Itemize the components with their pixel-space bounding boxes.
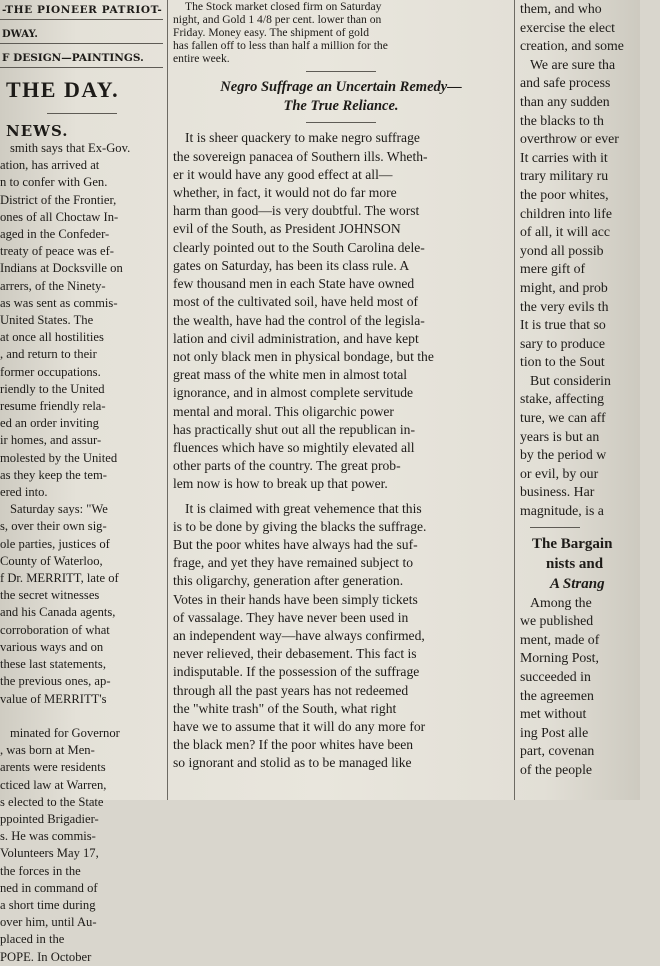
text-line: arrers, of the Ninety- [0, 278, 106, 293]
text-line: other parts of the country. The great prob- [173, 458, 401, 474]
text-line: corroboration of what [0, 622, 110, 637]
text-line: the agreemen [520, 687, 594, 703]
text-line: of all, it will acc [520, 224, 611, 240]
text-line: evil of the South, as President JOHNSON [173, 221, 401, 237]
text-line: mere gift of [520, 261, 586, 277]
text-line: We are sure tha [530, 56, 616, 72]
divider [306, 71, 376, 72]
text-line: the very evils th [520, 298, 609, 314]
text-line: various ways and on [0, 639, 104, 654]
text-line: might, and prob [520, 279, 608, 295]
right-headline-sub2: A Strang [550, 575, 605, 592]
text-line: er it would have any good effect at all— [173, 166, 393, 182]
text-line: has practically shut out all the republican in- [173, 421, 415, 437]
text-line: ing Post alle [520, 724, 589, 740]
section-sub: F DESIGN—PAINTINGS. [2, 52, 144, 64]
center-column [173, 0, 509, 800]
text-line: than any sudden [520, 93, 610, 109]
text-line: District of the Frontier, [0, 192, 117, 207]
text-line: lem now is how to break up that power. [173, 476, 388, 492]
left-article [0, 140, 163, 966]
text-line: overthrow or ever [520, 131, 619, 147]
text-line: over him, until Au- [0, 915, 97, 930]
text-line: these last statements, [0, 657, 106, 672]
text-line: a short time during [0, 897, 96, 912]
text-line: most of the cultivated soil, have held most of [173, 294, 419, 310]
text-line: the secret witnesses [0, 588, 100, 603]
text-line: It carries with it [520, 149, 608, 165]
divider [0, 19, 163, 20]
text-line: Volunteers May 17, [0, 846, 99, 861]
text-line: night, and Gold 1 4/8 per cent. lower than on [173, 13, 382, 27]
text-line: exercise the elect [520, 19, 615, 35]
text-line: years is but an [520, 428, 600, 444]
text-line: has fallen off to less than half a million for the [173, 39, 388, 53]
text-line: n to confer with Gen. [0, 175, 108, 190]
article-paragraph-1 [173, 129, 509, 493]
right-article-2 [520, 594, 660, 780]
text-line: ered into. [0, 485, 48, 500]
column-rule-right [514, 0, 515, 800]
text-line: Morning Post, [520, 650, 599, 666]
text-line: magnitude, is a [520, 503, 604, 519]
text-line: former occupations. [0, 364, 101, 379]
text-line: yond all possib [520, 242, 604, 258]
news-heading: NEWS. [6, 122, 69, 140]
text-line: this oligarchy, generation after generation. [173, 573, 404, 589]
text-line: creation, and some [520, 38, 624, 54]
text-line: ole parties, justices of [0, 536, 110, 551]
text-line: ppointed Brigadier- [0, 811, 99, 826]
text-line: the "white trash" of the South, what right [173, 700, 397, 716]
text-line: great mass of the white men in almost total [173, 367, 408, 383]
text-line: whether, in fact, it would not do far more [173, 185, 397, 201]
text-line: the previous ones, ap- [0, 674, 111, 689]
article-headline: Negro Suffrage an Uncertain Remedy— [220, 79, 462, 96]
text-line [0, 708, 163, 725]
text-line: harm than good—is very doubtful. The worst [173, 203, 420, 219]
text-line: The Stock market closed firm on Saturday [185, 0, 382, 13]
text-line: succeeded in [520, 669, 591, 684]
text-line: ignorance, and in almost complete servitude [173, 385, 414, 401]
divider [0, 67, 163, 68]
text-line: County of Waterloo, [0, 553, 103, 568]
text-line: the wealth, have had the control of the legisla- [173, 312, 425, 328]
text-line: lation and civil administration, and have kept [173, 330, 419, 346]
column-rule-left [167, 0, 168, 800]
text-line: mental and moral. This oligarchic power [173, 403, 394, 419]
text-line: as was sent as commis- [0, 295, 118, 310]
text-line: ment, made of [520, 631, 600, 647]
text-line: value of MERRITT's [0, 691, 107, 706]
text-line: indisputable. If the possession of the suffrage [173, 664, 420, 680]
text-line: part, covenan [520, 743, 595, 759]
text-line: them, and who [520, 1, 602, 16]
text-line: Indians at Docksville on [0, 261, 123, 276]
text-line: business. Har [520, 484, 595, 500]
text-line: fluences which have so mightily elevated all [173, 439, 415, 455]
text-line: aged in the Confeder- [0, 227, 110, 242]
text-line: children into life [520, 205, 612, 221]
text-line: cticed law at Warren, [0, 777, 107, 792]
text-line: s. He was commis- [0, 829, 96, 844]
divider [47, 113, 117, 114]
text-line: It is sheer quackery to make negro suffrage [185, 130, 420, 146]
text-line: ed an order inviting [0, 416, 99, 431]
text-line: the poor whites, [520, 186, 609, 202]
text-line: as they keep the tem- [0, 467, 108, 482]
text-line: But the poor whites have always had the suf- [173, 536, 418, 552]
text-line: But considerin [530, 372, 611, 388]
text-line: , was born at Men- [0, 743, 95, 758]
right-headline-sub: nists and [546, 555, 604, 572]
text-line: placed in the [0, 932, 65, 947]
text-line: of the people [520, 761, 593, 777]
text-line: molested by the United [0, 450, 118, 465]
text-line: ir homes, and assur- [0, 433, 102, 448]
text-line: ation, has arrived at [0, 158, 100, 173]
text-line: arents were residents [0, 760, 106, 775]
text-line: minated for Governor [10, 725, 120, 740]
page-title: THE DAY. [6, 77, 120, 102]
text-line: and his Canada agents, [0, 605, 116, 620]
text-line: ned in command of [0, 880, 98, 895]
text-line: few thousand men in each State have owned [173, 276, 415, 292]
right-headline: The Bargain [532, 535, 613, 552]
right-article [520, 0, 660, 521]
text-line: Among the [530, 594, 592, 610]
text-line: smith says that Ex-Gov. [10, 141, 131, 155]
text-line: entire week. [173, 52, 230, 66]
text-line: s, over their own sig- [0, 519, 107, 534]
text-line: POPE. In October [0, 949, 92, 964]
text-line: resume friendly rela- [0, 399, 106, 414]
divider [0, 43, 163, 44]
text-line: f Dr. MERRITT, late of [0, 571, 119, 586]
text-line: the black men? If the poor whites have been [173, 737, 414, 753]
text-line: trary military ru [520, 168, 609, 184]
text-line: clearly pointed out to the South Carolina dele- [173, 239, 425, 255]
text-line: ture, we can aff [520, 410, 606, 426]
text-line: or evil, by our [520, 465, 599, 481]
text-line: Saturday says: "We [10, 502, 108, 517]
section-label: DWAY. [2, 29, 38, 40]
text-line: not only black men in physical bondage, but the [173, 348, 434, 364]
right-column [520, 0, 660, 800]
text-line: United States. The [0, 313, 94, 328]
text-line: the blacks to th [520, 112, 604, 128]
text-line: Votes in their hands have been simply tickets [173, 591, 418, 607]
text-line: tion to the Sout [520, 354, 605, 370]
text-line: treaty of peace was ef- [0, 244, 114, 259]
text-line: It is claimed with great vehemence that this [185, 500, 422, 516]
text-line: an independent way—have always confirmed, [173, 627, 425, 643]
article-paragraph-2 [173, 500, 509, 773]
divider [306, 122, 376, 123]
text-line: met without [520, 706, 587, 722]
text-line: we published [520, 613, 594, 629]
text-line: have we to assume that it will do any more for [173, 718, 426, 734]
text-line: , and return to their [0, 347, 97, 362]
masthead: -THE PIONEER PATRIOT- [2, 4, 163, 16]
text-line: gates on Saturday, has been its class rule. A [173, 257, 410, 273]
text-line: the sovereign panacea of Southern ills. Wheth- [173, 148, 428, 164]
text-line: of vassalage. They have never been used in [173, 609, 409, 625]
text-line: so ignorant and stolid as to be managed like [173, 755, 412, 771]
text-line: by the period w [520, 447, 607, 463]
article-subheadline: The True Reliance. [283, 98, 399, 115]
text-line: riendly to the United [0, 381, 105, 396]
text-line: the forces in the [0, 863, 81, 878]
text-line: Friday. Money easy. The shipment of gold [173, 26, 369, 40]
divider [530, 527, 580, 528]
text-line: and safe process [520, 75, 611, 91]
text-line: through all the past years has not redeemed [173, 682, 409, 698]
text-line: ones of all Choctaw In- [0, 209, 119, 224]
text-line: frage, and yet they have remained subject to [173, 555, 414, 571]
text-line: sary to produce [520, 335, 606, 351]
text-line: never relieved, their debasement. This fact is [173, 646, 417, 662]
left-column [0, 0, 163, 964]
text-line: s elected to the State [0, 794, 104, 809]
text-line: is to be done by giving the blacks the suffrage. [173, 518, 427, 534]
text-line: It is true that so [520, 317, 606, 333]
text-line: stake, affecting [520, 391, 605, 407]
text-line: at once all hostilities [0, 330, 104, 345]
stock-market-note [173, 0, 509, 65]
